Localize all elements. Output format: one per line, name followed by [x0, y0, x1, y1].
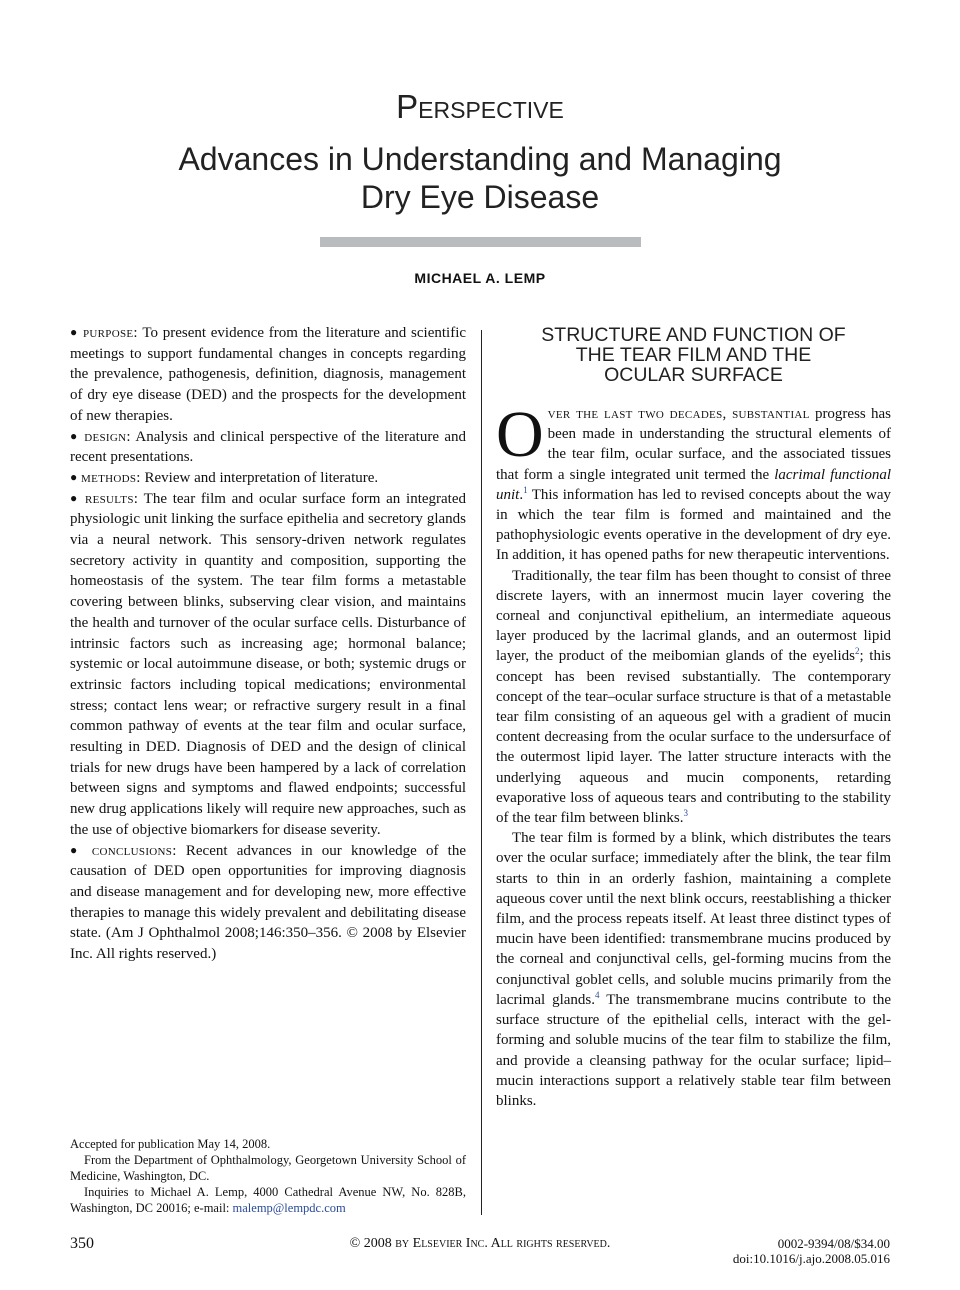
bullet-icon: ●: [70, 842, 83, 857]
page-number: 350: [70, 1235, 94, 1252]
p1-text-a: progress has been made in understanding the structural elements of the tear film, ocular surface, and the associated tissues that form a single integrated unit termed the: [496, 406, 891, 483]
bullet-icon: ●: [70, 469, 78, 484]
article-type-kicker: Perspective: [396, 88, 564, 125]
bullet-icon: ●: [70, 428, 79, 443]
article-identifiers: [733, 1236, 890, 1266]
article-title: [80, 140, 880, 216]
abstract-conclusions: [70, 841, 466, 965]
citation: (Am J Ophthalmol 2008;146:350–356. © 2008 by Elsevier Inc. All rights reserved.): [70, 925, 466, 963]
inquiries-note: [70, 1184, 466, 1216]
conclusions-label: conclusions:: [91, 842, 177, 859]
ref-2[interactable]: 2: [854, 646, 860, 657]
results-label: results:: [84, 490, 139, 507]
title-line-2: Dry Eye Disease: [360, 179, 600, 215]
section-heading-line-3: OCULAR SURFACE: [604, 364, 783, 386]
drop-cap: O: [496, 398, 544, 471]
section-heading: [496, 325, 891, 385]
purpose-text: To present evidence from the literature and scientific meetings to support fundamental changes in concepts regarding the prevalence, pathogenesis, definition, diagnosis, management of dry eye disease (DED) and the prospects for the development of new therapies.: [70, 325, 467, 424]
conclusions-text: Recent advances in our knowledge of the causation of DED open opportunities for improving diagnosis and disease management and for developing new, more effective therapies to manage this widely prevalent and debilitating disease state.: [70, 842, 467, 942]
p1-term: lacrimal functional unit: [496, 466, 891, 503]
bullet-icon: ●: [70, 325, 79, 339]
abstract-purpose: [70, 323, 466, 427]
doi: doi:10.1016/j.ajo.2008.05.016: [732, 1251, 890, 1266]
footnote: [70, 1136, 466, 1216]
p3-text-a: The tear film is formed by a blink, which distributes the tears over the ocular surface; immediately after the blink, the tear film starts to thin in an orderly fashion, maintaining a complete aqueous cover until the next blink occurs, reestablishing a thicker film, and the process repeats itself. At least three distinct types of mucin have been identified: transmembrane mucins produced by the corneal and conjunctival cells, gel-forming mucins from the conjunctival goblet cells, and soluble mucins primarily from the lacrimal glands.: [496, 830, 891, 1008]
design-label: design:: [84, 428, 131, 445]
inquiries-text: Inquiries to Michael A. Lemp, 4000 Cathedral Avenue NW, No. 828B, Washington, DC 20016; e-mail:: [70, 1185, 466, 1215]
ref-4[interactable]: 4: [595, 989, 600, 1000]
ref-1[interactable]: 1: [523, 484, 528, 495]
ref-3[interactable]: 3: [683, 808, 688, 819]
title-line-1: Advances in Understanding and Managing: [178, 141, 782, 177]
body-text: [496, 398, 891, 1111]
section-heading-line-2: THE TEAR FILM AND THE: [575, 344, 812, 366]
abstract-results: [70, 489, 466, 841]
paragraph-3: [496, 828, 891, 1111]
issn: 0002-9394/08/$34.00: [777, 1236, 890, 1251]
accepted-note: Accepted for publication May 14, 2008.: [70, 1137, 271, 1151]
p2-text-a: Traditionally, the tear film has been thought to consist of three discrete layers, with an innermost mucin layer covering the corneal and conjunctival epithelium, an intermediate aqueous layer produced by the lacrimal glands, and an outermost lipid layer, the product of the meibomian glands of the eyelids: [496, 567, 891, 665]
design-text: Analysis and clinical perspective of the literature and recent presentations.: [70, 428, 467, 466]
abstract-methods: [70, 468, 466, 489]
section-heading-line-1: STRUCTURE AND FUNCTION OF: [541, 324, 846, 346]
lead-in: ver the last two decades, substantial: [547, 406, 810, 422]
title-rule: [320, 237, 641, 247]
column-divider: [481, 330, 482, 1215]
results-text: The tear film and ocular surface form an integrated physiologic unit linking the surface epithelia and secretory glands via a neural network. This sensory-driven network regulates secretory activity in quantity and composition, supporting the homeostasis of the system. The tear film forms a metastable covering between blinks, subserving clear vision, and maintains the health and turnover of the ocular surface cells. Disturbance of intrinsic factors such as increasing age; hormonal balance; systemic or local autoimmune disease, or both; systemic drugs or extrinsic factors including topical medications; environmental stress; contact lens wear; or refractive surgery result in a final common pathway of events at the tear film and ocular surface, resulting in DED. Diagnosis of DED and the design of clinical trials for new drugs have been hampered by a lack of correlation between signs and symptoms and flawed endpoints; successful new drug applications likely will require new approaches, such as the use of objective biomarkers for disease severity.: [70, 490, 467, 838]
p2-text-b: ; this concept has been revised substantially. The contemporary concept of the tear–ocular surface structure is that of a metastable tear film consisting of an aqueous gel with a gradient of mucin content decreasing from the ocular surface to the undersurface of the outermost lipid layer. The latter structure interacts with the underlying aqueous and mucin components, retarding evaporative loss of aqueous tears and contributing to the stability of the tear film between blinks.: [496, 648, 891, 827]
p1-text-b: This information has led to revised concepts about the way in which the tear film is formed and maintained and the pathophysiologic events operative in the development of dry eye. In addition, it has opened paths for new therapeutic interventions.: [496, 486, 891, 564]
email-link[interactable]: malemp@lempdc.com: [232, 1201, 346, 1215]
bullet-icon: ●: [70, 490, 80, 505]
affiliation-note: From the Department of Ophthalmology, Georgetown University School of Medicine, Washington, DC.: [70, 1153, 466, 1183]
methods-text: Review and interpretation of literature.: [144, 469, 379, 486]
purpose-label: purpose:: [83, 325, 138, 341]
author-name: MICHAEL A. LEMP: [414, 270, 546, 286]
copyright: © 2008 by Elsevier Inc. All rights reserved.: [349, 1236, 611, 1251]
p3-text-b: The transmembrane mucins contribute to the surface structure of the epithelial cells, interact with the gel-forming and soluble mucins of the tear film to stabilize the film, and provide a cleansing pathway for the ocular surface; lipid–mucin interactions support a relatively stable tear film between blinks.: [496, 991, 891, 1109]
abstract-design: [70, 427, 466, 468]
paragraph-1: Over the last two decades, substantial progress has been made in understanding the structural elements of the tear film, ocular surface, and the associated tissues that form a single integrated unit termed the lacrimal functional unit.$^1$ This information has led to revised concepts about the way in which the tear film is formed and maintained and the pathophysiologic events operative in the development of dry eye. In addition, it has opened paths for new therapeutic interventions.: [496, 398, 891, 564]
paragraph-2: [496, 566, 891, 829]
abstract: [70, 323, 466, 965]
methods-label: methods:: [81, 469, 141, 486]
